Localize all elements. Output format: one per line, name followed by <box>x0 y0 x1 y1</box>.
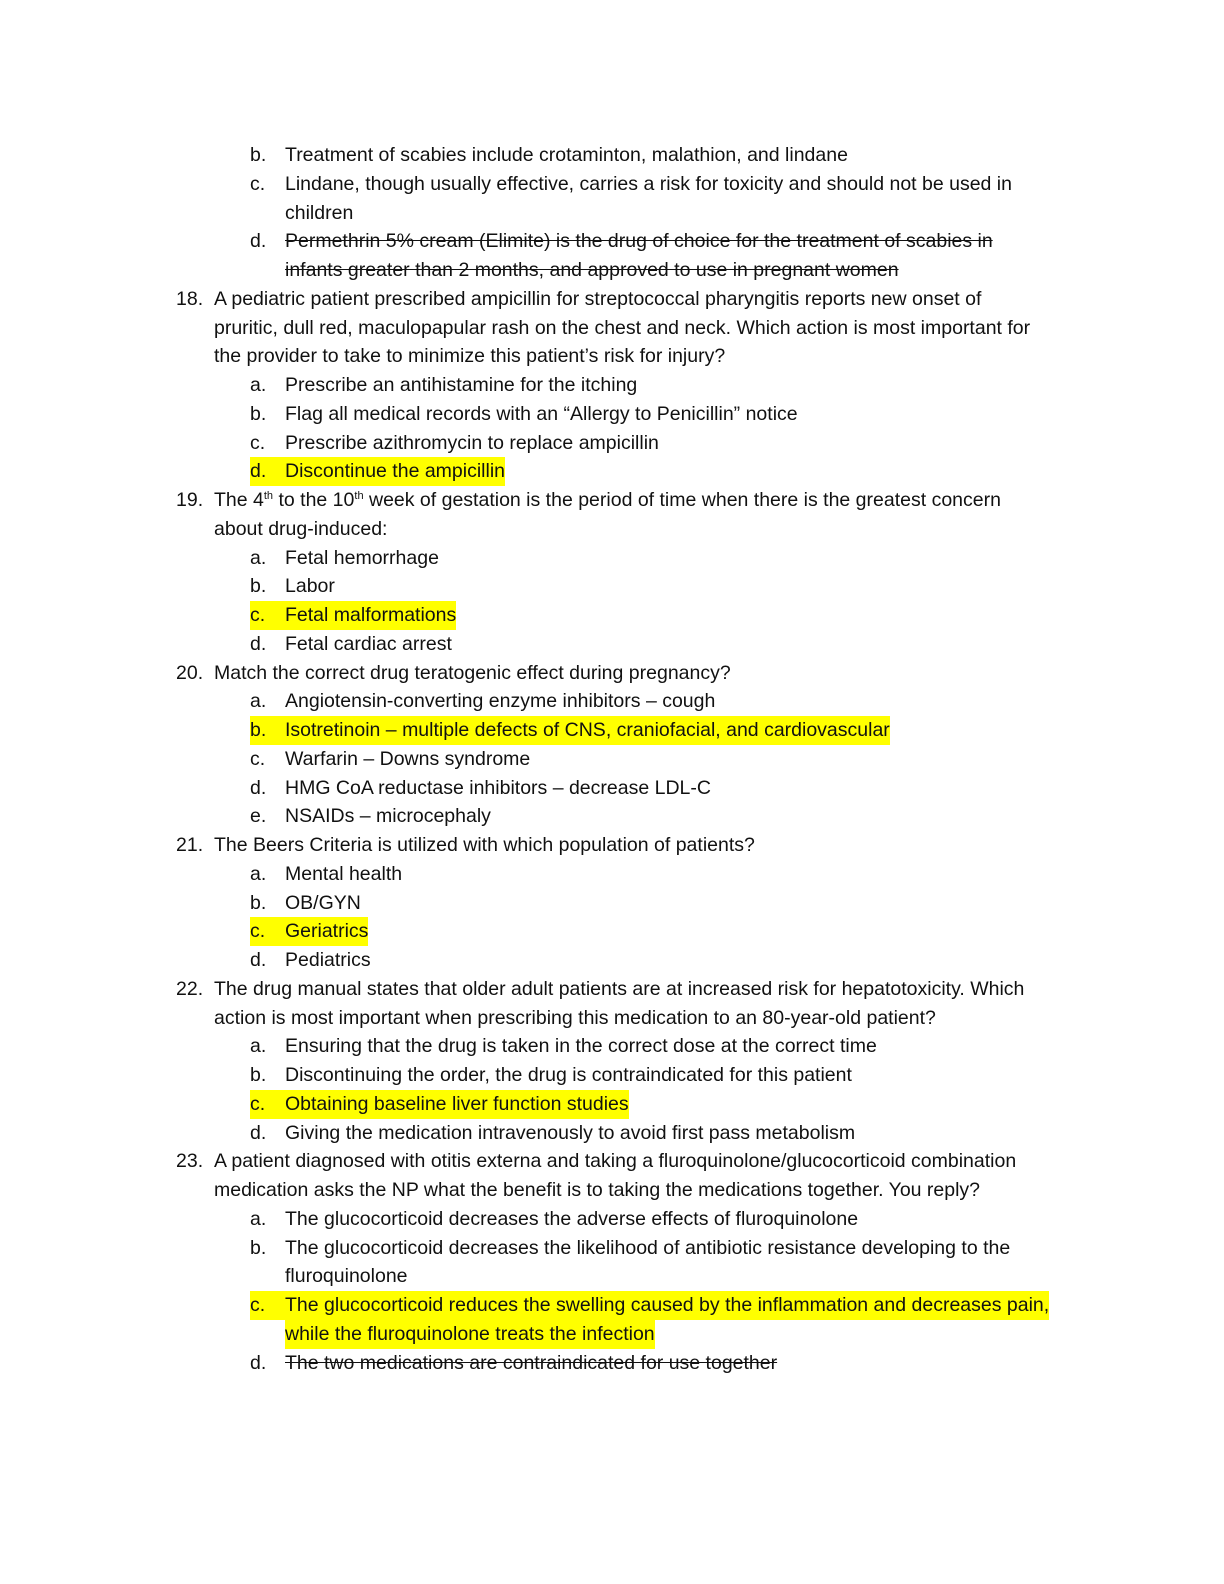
option-letter: b. <box>250 144 267 166</box>
struck-option <box>250 227 993 256</box>
option-text: Pediatrics <box>285 949 371 971</box>
option-text: Warfarin – Downs syndrome <box>285 747 531 770</box>
option-row-highlighted <box>0 1291 1224 1320</box>
option-text: Angiotensin-converting enzyme inhibitors – cough <box>285 690 716 713</box>
option-text: Mental health <box>285 862 403 885</box>
option-row <box>0 141 1224 170</box>
question-text <box>214 486 1001 515</box>
option-row <box>0 170 1224 199</box>
option-row <box>0 774 1224 803</box>
highlighted-answer <box>250 457 505 486</box>
option-row <box>0 1234 1224 1263</box>
option-letter: c. <box>250 1092 266 1115</box>
option-letter: b. <box>250 1236 267 1259</box>
option-row <box>0 400 1224 429</box>
option-row <box>0 1205 1224 1234</box>
question-text: The Beers Criteria is utilized with which population of patients? <box>214 834 755 856</box>
option-row <box>0 630 1224 659</box>
option-row <box>0 1119 1224 1148</box>
option-row-highlighted <box>0 457 1224 486</box>
question-19 <box>0 486 1224 515</box>
option-text: fluroquinolone <box>285 1265 408 1288</box>
option-row <box>0 745 1224 774</box>
option-letter: d. <box>250 1351 267 1374</box>
question-text-continuation <box>0 314 1224 343</box>
superscript: th <box>354 490 364 502</box>
question-text: the provider to take to minimize this patient’s risk for injury? <box>214 345 726 368</box>
option-row <box>0 860 1224 889</box>
text-run: The 4 <box>214 489 264 511</box>
option-text: Fetal hemorrhage <box>285 546 439 569</box>
option-row-continuation <box>0 256 1224 285</box>
question-text-continuation <box>0 1176 1224 1205</box>
option-text: Ensuring that the drug is taken in the correct dose at the correct time <box>285 1035 877 1058</box>
option-letter: d. <box>250 1121 267 1144</box>
option-text: Obtaining baseline liver function studies <box>285 1092 629 1115</box>
option-letter: b. <box>250 575 267 598</box>
highlighted-answer <box>250 1090 629 1119</box>
option-row <box>0 429 1224 458</box>
option-letter: a. <box>250 690 267 713</box>
question-number: 23. <box>176 1150 204 1173</box>
option-text: children <box>285 201 354 224</box>
text-run: week of gestation is the period of time when there is the greatest concern <box>363 489 1001 511</box>
highlighted-answer <box>250 917 368 946</box>
option-letter: c. <box>250 172 266 195</box>
option-letter: c. <box>250 1294 266 1316</box>
option-letter: a. <box>250 374 267 396</box>
question-number: 20. <box>176 661 204 684</box>
option-text: Flag all medical records with an “Allergy to Penicillin” notice <box>285 402 798 425</box>
option-text: NSAIDs – microcephaly <box>285 805 491 828</box>
option-text: The glucocorticoid reduces the swelling caused by the inflammation and decreases pain, <box>285 1294 1050 1316</box>
option-letter: a. <box>250 1207 267 1230</box>
option-letter: c. <box>250 920 266 943</box>
question-text: medication asks the NP what the benefit is to taking the medications together. You reply? <box>214 1179 981 1201</box>
question-22 <box>0 975 1224 1004</box>
option-letter: d. <box>250 230 267 253</box>
question-text-continuation <box>0 1004 1224 1033</box>
option-row-highlighted <box>0 716 1224 745</box>
option-row-struck <box>0 227 1224 256</box>
option-text: Permethrin 5% cream (Elimite) is the drug of choice for the treatment of scabies in <box>285 230 993 253</box>
superscript: th <box>263 490 274 502</box>
option-row-highlighted <box>0 601 1224 630</box>
option-letter: b. <box>250 1064 267 1086</box>
question-20 <box>0 659 1224 688</box>
question-text: A patient diagnosed with otitis externa and taking a fluroquinolone/glucocorticoid combination <box>214 1150 1017 1173</box>
option-letter: c. <box>250 604 266 626</box>
option-row-highlighted-continuation <box>0 1320 1224 1349</box>
option-letter: c. <box>250 431 266 454</box>
option-text: infants greater than 2 months, and approved to use in pregnant women <box>285 259 899 281</box>
option-letter: b. <box>250 719 267 741</box>
question-text: The drug manual states that older adult patients are at increased risk for hepatotoxicity. Which <box>214 977 1025 1000</box>
option-row <box>0 371 1224 400</box>
question-number: 21. <box>176 834 204 856</box>
option-letter: b. <box>250 891 267 914</box>
option-letter: e. <box>250 805 267 828</box>
option-letter: d. <box>250 460 267 483</box>
option-letter: d. <box>250 776 267 799</box>
option-letter: d. <box>250 632 267 655</box>
option-row-highlighted <box>0 917 1224 946</box>
question-number: 18. <box>176 287 204 310</box>
option-letter: b. <box>250 402 267 425</box>
option-letter: c. <box>250 747 266 770</box>
highlighted-answer <box>250 601 456 630</box>
option-text: Isotretinoin – multiple defects of CNS, craniofacial, and cardiovascular <box>285 719 890 741</box>
option-text: Fetal malformations <box>285 604 457 626</box>
option-letter: d. <box>250 949 267 971</box>
option-text: Fetal cardiac arrest <box>285 632 452 655</box>
option-row-continuation <box>0 199 1224 228</box>
option-letter: a. <box>250 546 267 569</box>
option-row <box>0 1032 1224 1061</box>
highlighted-answer <box>250 1291 1049 1320</box>
option-letter: a. <box>250 862 267 885</box>
option-row-struck <box>0 1349 1224 1378</box>
question-23 <box>0 1147 1224 1176</box>
question-number: 22. <box>176 977 204 1000</box>
question-number: 19. <box>176 489 204 511</box>
option-row-continuation <box>0 1262 1224 1291</box>
option-text: OB/GYN <box>285 891 361 914</box>
option-row <box>0 687 1224 716</box>
option-text: Discontinue the ampicillin <box>285 460 506 483</box>
option-text: Treatment of scabies include crotaminton, malathion, and lindane <box>285 144 848 166</box>
question-text: pruritic, dull red, maculopapular rash on the chest and neck. Which action is most important for <box>214 316 1031 339</box>
option-text: HMG CoA reductase inhibitors – decrease LDL-C <box>285 776 711 799</box>
option-row <box>0 802 1224 831</box>
option-row <box>0 544 1224 573</box>
option-text: Discontinuing the order, the drug is contraindicated for this patient <box>285 1064 852 1086</box>
option-letter: a. <box>250 1035 267 1058</box>
question-21 <box>0 831 1224 860</box>
option-text: The two medications are contraindicated for use together <box>285 1351 778 1374</box>
question-18 <box>0 285 1224 314</box>
option-text: Geriatrics <box>285 920 369 943</box>
struck-option <box>250 1349 777 1378</box>
option-row <box>0 946 1224 975</box>
option-text: Labor <box>285 575 335 598</box>
option-text: Giving the medication intravenously to avoid first pass metabolism <box>285 1121 856 1144</box>
option-row-highlighted <box>0 1090 1224 1119</box>
question-text: Match the correct drug teratogenic effect during pregnancy? <box>214 661 731 684</box>
question-text-continuation <box>0 515 1224 544</box>
question-list <box>0 141 1224 1377</box>
highlighted-answer: while the fluroquinolone treats the infection <box>285 1320 655 1349</box>
option-text: The glucocorticoid decreases the likelihood of antibiotic resistance developing to the <box>285 1236 1011 1259</box>
question-text: A pediatric patient prescribed ampicillin for streptococcal pharyngitis reports new onset of <box>214 287 982 310</box>
question-text-continuation <box>0 342 1224 371</box>
highlighted-answer <box>250 716 890 745</box>
option-text: The glucocorticoid decreases the adverse effects of fluroquinolone <box>285 1207 859 1230</box>
question-text: action is most important when prescribing this medication to an 80-year-old patient? <box>214 1006 936 1029</box>
option-text: Lindane, though usually effective, carries a risk for toxicity and should not be used in <box>285 172 1012 195</box>
option-text: Prescribe an antihistamine for the itching <box>285 374 638 396</box>
option-row <box>0 1061 1224 1090</box>
option-text: Prescribe azithromycin to replace ampicillin <box>285 431 659 454</box>
text-run: to the 10 <box>273 489 355 511</box>
option-row <box>0 889 1224 918</box>
question-text: about drug-induced: <box>214 517 388 540</box>
option-row <box>0 572 1224 601</box>
